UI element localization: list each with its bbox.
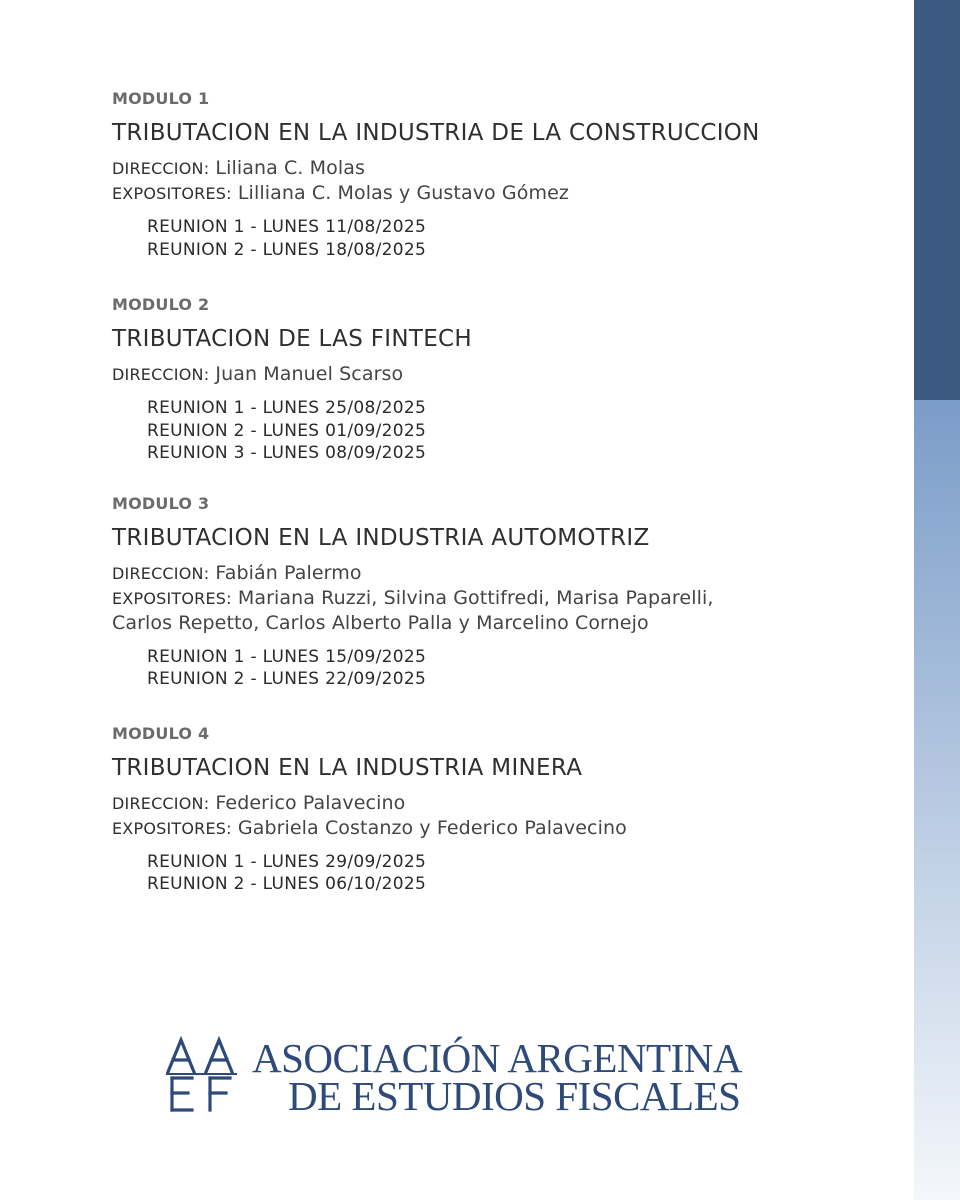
expositores-label: EXPOSITORES: bbox=[112, 184, 232, 203]
module-2 bbox=[112, 294, 892, 465]
direccion-line bbox=[112, 156, 892, 181]
reuniones-list bbox=[112, 216, 892, 261]
direccion-label: DIRECCION: bbox=[112, 563, 210, 583]
direccion-name: Liliana C. Molas bbox=[215, 157, 365, 179]
reunion-item: REUNION 1 - LUNES 29/09/2025 bbox=[147, 851, 427, 872]
direccion-line bbox=[112, 791, 892, 816]
reunion-item: REUNION 1 - LUNES 25/08/2025 bbox=[147, 398, 427, 418]
aaef-logo bbox=[166, 1036, 766, 1126]
module-label: MODULO 4 bbox=[112, 723, 210, 743]
expositores-names: Mariana Ruzzi, Silvina Gottifredi, Marisa Paparelli, bbox=[237, 586, 714, 609]
module-3 bbox=[112, 493, 892, 691]
module-title: TRIBUTACION DE LAS FINTECH bbox=[112, 326, 472, 352]
reunion-item: REUNION 3 - LUNES 08/09/2025 bbox=[147, 443, 427, 463]
sidebar-accent-top bbox=[914, 0, 960, 400]
direccion-name: Juan Manuel Scarso bbox=[215, 363, 404, 385]
direccion-label: DIRECCION: bbox=[112, 365, 210, 384]
logo-text-line-1: ASOCIACIÓN ARGENTINA bbox=[252, 1035, 742, 1081]
module-title: TRIBUTACION EN LA INDUSTRIA AUTOMOTRIZ bbox=[112, 524, 650, 551]
direccion-label: DIRECCION: bbox=[112, 159, 210, 178]
module-4 bbox=[112, 723, 892, 896]
module-people bbox=[112, 156, 892, 206]
module-1 bbox=[112, 88, 892, 261]
modules-list bbox=[112, 88, 892, 896]
reuniones-list bbox=[112, 397, 892, 465]
module-label: MODULO 3 bbox=[112, 493, 210, 513]
expositores-line bbox=[112, 586, 892, 611]
expositores-line bbox=[112, 181, 892, 206]
direccion-label: DIRECCION: bbox=[112, 793, 210, 813]
direccion-name: Federico Palavecino bbox=[215, 791, 406, 814]
reunion-item: REUNION 1 - LUNES 15/09/2025 bbox=[147, 646, 427, 667]
expositores-names: Gabriela Costanzo y Federico Palavecino bbox=[237, 816, 627, 839]
module-title: TRIBUTACION EN LA INDUSTRIA MINERA bbox=[112, 754, 583, 781]
expositores-names: Lilliana C. Molas y Gustavo Gómez bbox=[237, 182, 569, 204]
expositores-label: EXPOSITORES: bbox=[112, 588, 232, 608]
reunion-item: REUNION 2 - LUNES 01/09/2025 bbox=[147, 420, 427, 441]
aaef-monogram-icon bbox=[166, 1036, 246, 1116]
direccion-line bbox=[112, 561, 892, 586]
reuniones-list bbox=[112, 851, 892, 896]
reunion-item: REUNION 2 - LUNES 22/09/2025 bbox=[147, 669, 427, 689]
module-people bbox=[112, 362, 892, 387]
expositores-line bbox=[112, 816, 892, 841]
direccion-line bbox=[112, 362, 892, 387]
module-label: MODULO 1 bbox=[112, 89, 210, 108]
reuniones-list bbox=[112, 646, 892, 691]
module-title: TRIBUTACION EN LA INDUSTRIA DE LA CONSTRUCCION bbox=[112, 120, 760, 146]
direccion-name: Fabián Palermo bbox=[215, 561, 362, 584]
reunion-item: REUNION 1 - LUNES 11/08/2025 bbox=[147, 217, 427, 237]
reunion-item: REUNION 2 - LUNES 06/10/2025 bbox=[147, 874, 427, 894]
module-people bbox=[112, 791, 892, 841]
reunion-item: REUNION 2 - LUNES 18/08/2025 bbox=[147, 239, 427, 260]
logo-text-line-2: DE ESTUDIOS FISCALES bbox=[288, 1073, 741, 1119]
expositores-line-continued: Carlos Repetto, Carlos Alberto Palla y Marcelino Cornejo bbox=[112, 611, 649, 634]
module-label: MODULO 2 bbox=[112, 295, 210, 314]
module-people bbox=[112, 561, 892, 636]
expositores-label: EXPOSITORES: bbox=[112, 818, 232, 838]
sidebar-accent-gradient bbox=[914, 400, 960, 1200]
